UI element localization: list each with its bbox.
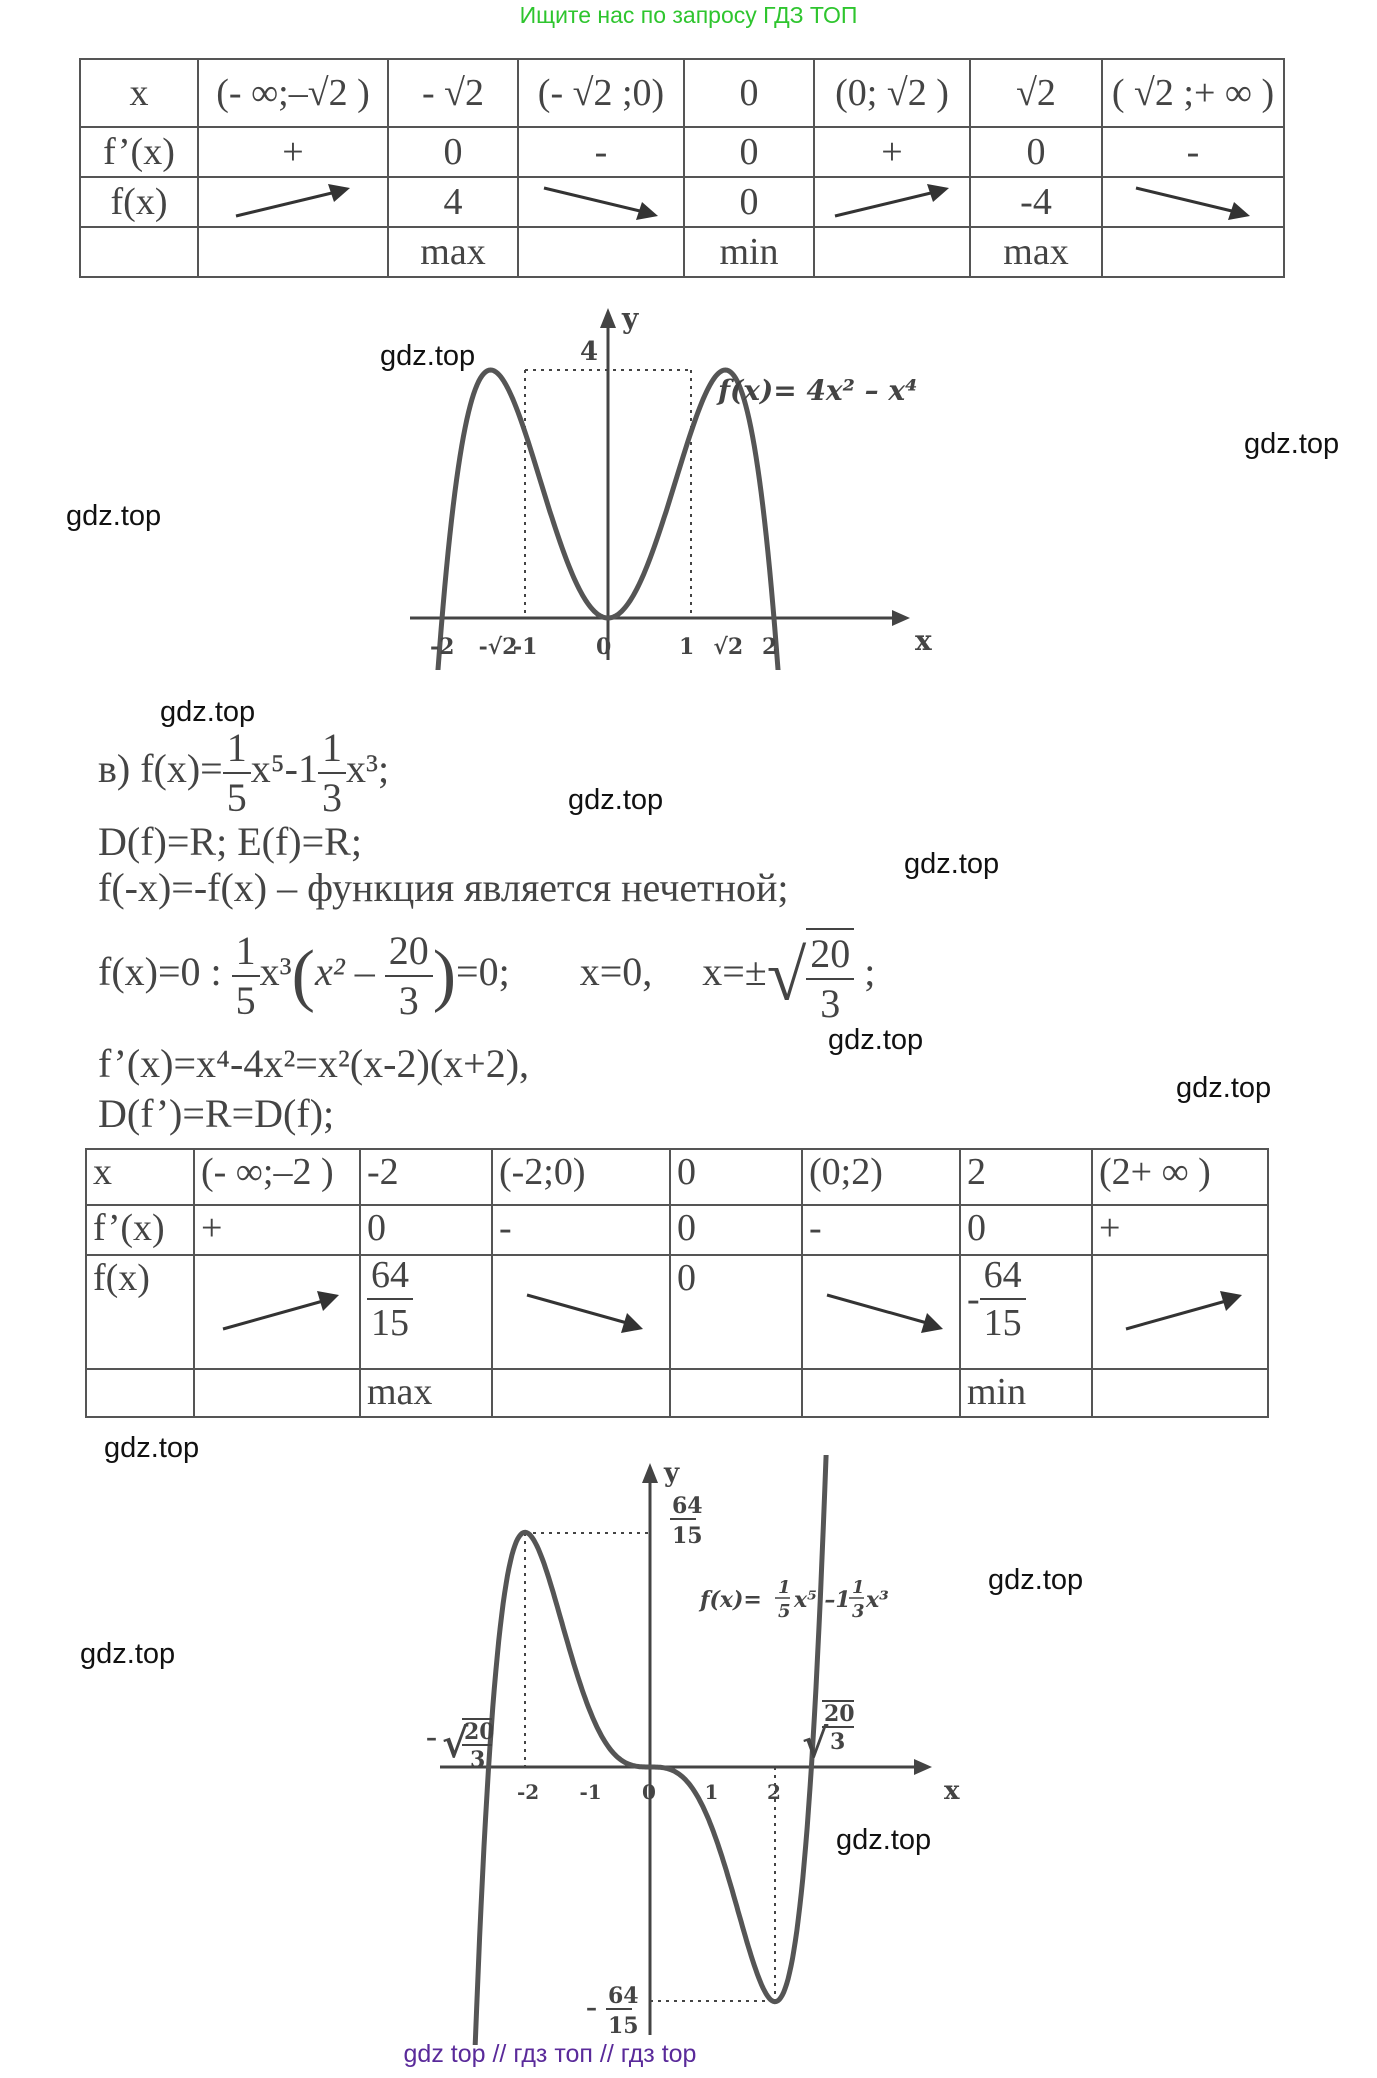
table-cell <box>1092 1369 1268 1417</box>
table-row <box>86 1255 1268 1369</box>
graph-4x2-minus-x4 <box>400 300 960 670</box>
search-banner[interactable]: Ищите нас по запросу ГДЗ ТОП <box>519 2 858 28</box>
numerator: 20 <box>385 931 433 977</box>
fraction <box>980 1256 1026 1342</box>
numerator: 64 <box>367 1256 413 1300</box>
table-cell: 0 <box>670 1255 802 1369</box>
table-cell: 0 <box>670 1149 802 1205</box>
text-fragment: ; <box>864 949 876 995</box>
formula-frac-num: 1 <box>778 1577 791 1598</box>
y-min-denominator: 15 <box>608 2013 639 2039</box>
numerator: 20 <box>806 934 854 980</box>
table-cell: 0 <box>684 177 814 227</box>
derivative-domain-line: D(f’)=R=D(f); <box>98 1091 335 1136</box>
radical-sign: √ <box>802 1720 829 1767</box>
table-cell: min <box>684 227 814 277</box>
text-fragment: x³ <box>259 949 292 995</box>
y-min-numerator: 64 <box>608 1983 639 2009</box>
watermark: gdz.top <box>836 1824 932 1856</box>
watermark: gdz.top <box>160 696 256 728</box>
denominator: 3 <box>398 978 419 1023</box>
table-row <box>80 227 1284 277</box>
table-cell: (0; √2 ) <box>814 59 970 127</box>
text-fragment: x=± <box>702 949 767 995</box>
watermark: gdz.top <box>828 1024 924 1056</box>
minus-sign: - <box>967 1278 980 1320</box>
function-definition <box>98 725 390 820</box>
table-cell <box>86 1369 194 1417</box>
table-cell: + <box>194 1205 360 1255</box>
root-denominator: 3 <box>830 1729 846 1755</box>
formula-frac-num: 1 <box>852 1577 865 1598</box>
y-min-sign: – <box>586 1995 597 2021</box>
root-denominator: 3 <box>470 1747 486 1773</box>
table-cell: + <box>198 127 388 177</box>
table-cell: - √2 <box>388 59 518 127</box>
y-axis-label: y <box>664 1458 680 1488</box>
table-cell: 0 <box>684 127 814 177</box>
table-cell: 0 <box>970 127 1102 177</box>
watermark: gdz.top <box>80 1638 176 1670</box>
formula-end: x³ <box>866 1587 889 1613</box>
left-paren: ( <box>291 937 315 1014</box>
table-cell <box>814 227 970 277</box>
text-fragment: f(x)=0 : <box>98 949 222 995</box>
table-cell: x <box>80 59 198 127</box>
fraction <box>318 725 346 820</box>
text-fragment: =0; <box>456 949 510 995</box>
text-fragment: в) f(x)= <box>98 746 223 792</box>
radical-sign: √ <box>766 935 807 1016</box>
table-cell: (- √2 ;0) <box>518 59 684 127</box>
watermark: gdz.top <box>904 848 1000 880</box>
denominator: 15 <box>983 1302 1022 1344</box>
table-cell: 0 <box>684 59 814 127</box>
denominator: 15 <box>371 1302 409 1344</box>
table-cell: √2 <box>970 59 1102 127</box>
table-cell: 4 <box>388 177 518 227</box>
x-axis-label: x <box>944 1776 960 1806</box>
table-cell <box>1102 227 1284 277</box>
table-cell: 2 <box>960 1149 1092 1205</box>
watermark: gdz.top <box>66 500 162 532</box>
derivative-line: f’(x)=x⁴-4x²=x²(x-2)(x+2), <box>98 1041 530 1086</box>
x-tick-label: 1 <box>704 1780 719 1804</box>
table-cell: -4 <box>970 177 1102 227</box>
fraction <box>806 928 854 1024</box>
x-tick-label: -√2 <box>478 634 518 660</box>
table-cell: + <box>1092 1205 1268 1255</box>
table-cell: f(x) <box>80 177 198 227</box>
watermark: gdz.top <box>988 1564 1084 1596</box>
numerator: 1 <box>232 931 260 977</box>
table-cell: - <box>1102 127 1284 177</box>
formula-frac-den: 3 <box>852 1601 865 1622</box>
table-cell <box>80 227 198 277</box>
table-cell: f(x) <box>86 1255 194 1369</box>
table-row <box>80 177 1284 227</box>
x-tick-label: √2 <box>713 634 744 660</box>
monotonicity-table-1 <box>79 58 1285 278</box>
left-root-label <box>426 1719 495 1773</box>
x-tick-label: -2 <box>430 634 455 660</box>
text-fragment: x⁵-1 <box>250 746 318 792</box>
table-cell: f’(x) <box>86 1205 194 1255</box>
numerator: 1 <box>318 728 346 774</box>
table-cell: (-2;0) <box>492 1149 670 1205</box>
table-cell <box>802 1369 960 1417</box>
right-root-label <box>802 1701 855 1767</box>
x-axis-label: x <box>915 624 932 657</box>
x-tick-label: 0 <box>642 1780 656 1804</box>
parity-line: f(-x)=-f(x) – функция является нечетной; <box>98 865 789 910</box>
domain-line: D(f)=R; E(f)=R; <box>98 819 362 864</box>
y-tick-label: 4 <box>580 337 599 367</box>
table-cell <box>198 227 388 277</box>
footer-links[interactable]: gdz top // гдз топ // гдз top <box>403 2040 697 2068</box>
function-formula: f(x)= 4x² – x⁴ <box>718 374 918 407</box>
table-cell: 0 <box>960 1205 1092 1255</box>
formula-frac-den: 5 <box>778 1601 791 1622</box>
denominator: 5 <box>226 775 247 820</box>
y-max-numerator: 64 <box>672 1493 703 1519</box>
function-formula <box>698 1577 889 1622</box>
x-tick-label: 0 <box>596 634 612 660</box>
table-cell <box>194 1369 360 1417</box>
table-row <box>86 1149 1268 1205</box>
table-row <box>80 59 1284 127</box>
watermark: gdz.top <box>1176 1072 1272 1104</box>
root-numerator: 20 <box>464 1719 495 1745</box>
text-fragment: x³; <box>346 746 390 792</box>
numerator: 64 <box>980 1256 1026 1300</box>
table-cell: x <box>86 1149 194 1205</box>
table-cell <box>960 1255 1092 1369</box>
y-max-denominator: 15 <box>672 1523 703 1549</box>
table-cell: - <box>802 1205 960 1255</box>
y-axis-label: y <box>622 302 639 335</box>
table-cell: (- ∞;–2 ) <box>194 1149 360 1205</box>
fraction <box>232 928 260 1023</box>
numerator: 1 <box>223 728 251 774</box>
denominator: 5 <box>235 978 256 1023</box>
radical-sign: √ <box>442 1720 469 1767</box>
text-fragment: x=0, <box>579 949 653 995</box>
fraction <box>367 1256 413 1342</box>
increasing-arrow-icon <box>1092 1255 1268 1369</box>
fraction <box>385 928 433 1023</box>
table-cell: (2+ ∞ ) <box>1092 1149 1268 1205</box>
denominator: 3 <box>322 775 342 820</box>
table-cell: - <box>518 127 684 177</box>
table-cell: f’(x) <box>80 127 198 177</box>
x-tick-label: -1 <box>579 1780 602 1804</box>
x-tick-label: -1 <box>513 634 538 660</box>
decreasing-arrow-icon <box>518 177 684 227</box>
table-cell: ( √2 ;+ ∞ ) <box>1102 59 1284 127</box>
decreasing-arrow-icon <box>492 1255 670 1369</box>
root-numerator: 20 <box>824 1701 855 1727</box>
table-cell: (0;2) <box>802 1149 960 1205</box>
denominator: 3 <box>820 981 841 1026</box>
increasing-arrow-icon <box>194 1255 360 1369</box>
text-fragment: x² – <box>314 949 375 995</box>
fraction <box>223 725 251 820</box>
table-cell: max <box>970 227 1102 277</box>
table-cell: max <box>388 227 518 277</box>
decreasing-arrow-icon <box>802 1255 960 1369</box>
table-cell: 0 <box>388 127 518 177</box>
table-cell: 0 <box>360 1205 492 1255</box>
formula-mid: x⁵ –1 <box>794 1587 851 1613</box>
graph-quintic <box>400 1455 990 2045</box>
watermark: gdz.top <box>1244 428 1340 460</box>
right-paren: ) <box>432 937 457 1014</box>
table-row <box>80 127 1284 177</box>
watermark: gdz.top <box>568 784 664 816</box>
decreasing-arrow-icon <box>1102 177 1284 227</box>
x-tick-label: 1 <box>679 634 695 660</box>
table-cell: + <box>814 127 970 177</box>
increasing-arrow-icon <box>814 177 970 227</box>
minus-sign: – <box>426 1725 437 1751</box>
x-tick-label: 2 <box>762 634 778 660</box>
x-tick-label: 2 <box>767 1780 781 1804</box>
watermark: gdz.top <box>380 340 476 372</box>
table-cell: (- ∞;–√2 ) <box>198 59 388 127</box>
table-cell: -2 <box>360 1149 492 1205</box>
table-cell: min <box>960 1369 1092 1417</box>
table-cell <box>360 1255 492 1369</box>
table-cell: 0 <box>670 1205 802 1255</box>
increasing-arrow-icon <box>198 177 388 227</box>
table-cell <box>492 1369 670 1417</box>
table-cell: - <box>492 1205 670 1255</box>
table-row <box>86 1369 1268 1417</box>
formula-prefix: f(x)= <box>700 1587 762 1613</box>
x-tick-label: -2 <box>517 1780 540 1804</box>
zeros-line <box>98 928 875 1024</box>
table-cell: max <box>360 1369 492 1417</box>
watermark: gdz.top <box>104 1432 200 1464</box>
table-cell <box>518 227 684 277</box>
table-row <box>86 1205 1268 1255</box>
table-cell <box>670 1369 802 1417</box>
monotonicity-table-2 <box>85 1148 1269 1418</box>
